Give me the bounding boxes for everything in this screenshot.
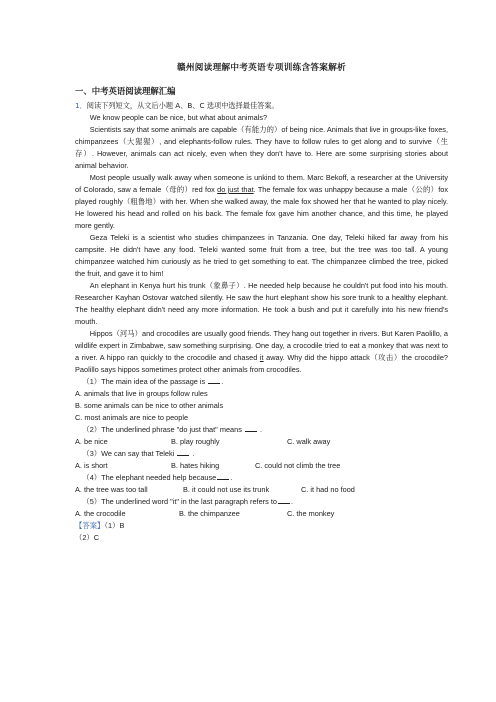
question-5-text: （5）The underlined word "it" in the last paragraph refers to bbox=[82, 497, 277, 506]
question-4-option-c: C. it had no food bbox=[301, 485, 355, 494]
question-1-text: （1）The main idea of the passage is bbox=[82, 377, 208, 386]
question-number: 1． bbox=[75, 101, 87, 110]
passage-paragraph-5: An elephant in Kenya hurt his trunk（象鼻子）. He needed help because he couldn't put food into his mouth. Researcher Kayhan Ostovar watched silently. He saw the hurt elephant show his sore trunk to a healthy elephant. The healthy elephant didn't need any more information. He took a bush and put it carefully into his new friend's mouth. bbox=[75, 281, 448, 326]
question-2-option-c: C. walk away bbox=[287, 437, 331, 446]
paragraph-6-text-b: away. Why did the hippo attack（攻击）the crocodile? Paolillo says hippos sometimes protect other animals from crocodiles. bbox=[75, 353, 448, 374]
underlined-phrase: do just that bbox=[217, 185, 254, 194]
question-1-option-c: C. most animals are nice to people bbox=[75, 413, 189, 422]
paragraph-3-text-b: . The female fox was unhappy because a male（公的）fox played roughly（粗鲁地）with her. When she walked away, the male fox showed her that he wanted to play nicely. He lowered his head and rolled on his back. The female fox gave him another chance, and this time, he played more gently. bbox=[75, 185, 448, 230]
answer-tag: 【答案】 bbox=[75, 521, 105, 530]
question-5-option-a: A. the crocodile bbox=[75, 509, 126, 518]
question-3-end: . bbox=[190, 449, 195, 458]
question-2-options bbox=[75, 436, 448, 448]
question-2-text: （2）The underlined phrase "do just that" means bbox=[82, 425, 244, 434]
question-2-option-b: B. play roughly bbox=[171, 437, 220, 446]
underlined-word: it bbox=[259, 353, 264, 362]
passage-paragraph-6 bbox=[75, 328, 448, 376]
question-4-option-a: A. the tree was too tall bbox=[75, 485, 148, 494]
question-instruction bbox=[75, 100, 448, 112]
paragraph-3-text-a: Most people usually walk away when someone is unkind to them. Marc Bekoff, a researcher at the University of Colorado, saw a female（母的）red fox bbox=[75, 173, 448, 194]
passage-paragraph-4: Geza Teleki is a scientist who studies chimpanzees in Tanzania. One day, Teleki hiked far away from his campsite. He didn't have any food. Teleki wanted some fruit from a tree, but the tree was too tall. A young chimpanzee watched him curiously as he tried to get something to eat. The chimpanzee climbed the tree, picked the fruit, and gave it to him! bbox=[75, 233, 448, 278]
answer-1: （1）B bbox=[104, 521, 125, 530]
section-heading: 一、中考英语阅读理解汇编 bbox=[75, 86, 176, 96]
answer-blank bbox=[278, 496, 290, 504]
question-5-option-b: B. the chimpanzee bbox=[179, 509, 240, 518]
question-4-options bbox=[75, 484, 448, 496]
question-stem-5 bbox=[75, 496, 448, 508]
answer-line-2: （2）C bbox=[75, 533, 100, 542]
question-2-option-a: A. be nice bbox=[75, 437, 108, 446]
question-4-text: （4）The elephant needed help because bbox=[82, 473, 217, 482]
answer-blank bbox=[217, 472, 229, 480]
question-1-end: . bbox=[221, 377, 224, 386]
passage-paragraph-2: Scientists say that some animals are capable（有能力的）of being nice. Animals that live in groups-like foxes, chimpanzees（大猩猩）, and elephants-follow rules. They have to follow rules to get along and to survive（生存）. However, animals can act nicely, even when they don't have to. Here are some surprising stories about animal behavior. bbox=[75, 125, 448, 170]
answer-blank bbox=[177, 448, 189, 456]
question-5-end: . bbox=[290, 497, 294, 506]
question-3-option-a: A. is short bbox=[75, 461, 108, 470]
question-3-option-c: C. could not climb the tree bbox=[255, 461, 341, 470]
question-1-option-a: A. animals that live in groups follow rules bbox=[75, 389, 208, 398]
question-1-option-b: B. some animals can be nice to other animals bbox=[75, 401, 224, 410]
question-3-option-b: B. hates hiking bbox=[171, 461, 220, 470]
question-stem-2 bbox=[75, 424, 448, 436]
instruction-text: 阅读下列短文，从文后小题 A、B、C 选项中选择最佳答案。 bbox=[86, 101, 279, 110]
question-4-option-b: B. it could not use its trunk bbox=[183, 485, 270, 494]
passage-paragraph-1: We know people can be nice, but what about animals? bbox=[89, 113, 268, 122]
question-3-text: （3）We can say that Teleki bbox=[82, 449, 177, 458]
question-4-end: . bbox=[230, 473, 233, 482]
question-3-options bbox=[75, 460, 448, 472]
passage-paragraph-3 bbox=[75, 172, 448, 232]
answer-blank bbox=[245, 424, 257, 432]
answer-line-1 bbox=[75, 520, 448, 532]
answer-blank bbox=[208, 376, 220, 384]
question-stem-4 bbox=[75, 472, 448, 484]
question-5-option-c: C. the monkey bbox=[287, 509, 335, 518]
question-stem-3 bbox=[75, 448, 448, 460]
question-stem-1 bbox=[75, 376, 448, 388]
paragraph-6-text-a: Hippos（河马）and crocodiles are usually good friends. They hang out together in rivers. But Karen Paolillo, a wildlife expert in Zimbabwe, saw something surprising. One day, a crocodile tried to eat a monkey that was next to a river. A hippo ran quickly to the crocodile and chased bbox=[75, 329, 448, 362]
document-title: 赣州阅读理解中考英语专项训练含答案解析 bbox=[177, 63, 346, 73]
question-2-end: . bbox=[257, 425, 263, 434]
question-5-options bbox=[75, 508, 448, 520]
